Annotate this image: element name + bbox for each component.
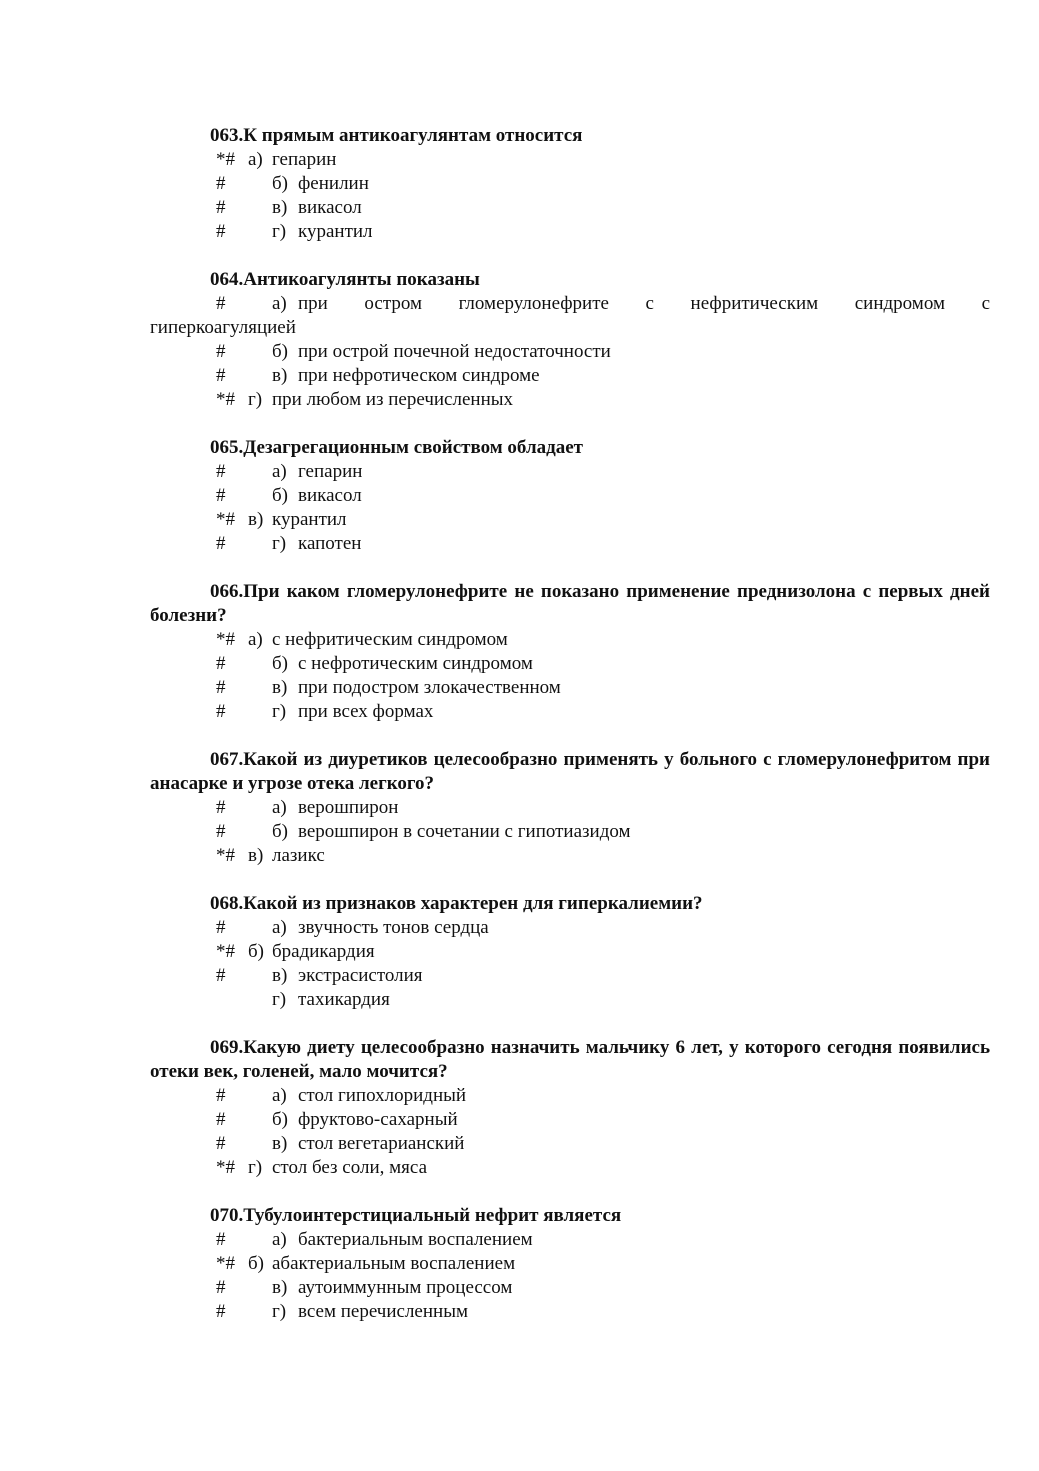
answer-option-correct xyxy=(150,844,990,868)
option-mark: *# xyxy=(216,941,235,962)
answer-option-correct xyxy=(150,628,990,652)
option-mark: # xyxy=(216,197,226,218)
question-block xyxy=(150,1036,990,1180)
option-mark: *# xyxy=(216,629,235,650)
option-text: экстрасистолия xyxy=(298,965,423,986)
option-mark: *# xyxy=(216,845,235,866)
option-mark: # xyxy=(216,293,226,314)
option-letter: а) xyxy=(272,797,287,818)
option-text: фруктово-сахарный xyxy=(298,1109,458,1130)
option-mark: # xyxy=(216,653,226,674)
question-block xyxy=(150,748,990,868)
option-letter: б) xyxy=(272,341,288,362)
option-letter: г) xyxy=(272,1301,287,1322)
option-mark: # xyxy=(216,1109,226,1130)
option-letter: г) xyxy=(272,701,287,722)
option-letter: а) xyxy=(272,917,287,938)
option-letter: а) xyxy=(272,1229,287,1250)
option-letter: б) xyxy=(272,173,288,194)
question-block xyxy=(150,580,990,724)
answer-option xyxy=(150,484,990,508)
answer-option xyxy=(150,292,990,340)
answer-option-correct xyxy=(150,508,990,532)
option-text: звучность тонов сердца xyxy=(298,917,489,938)
option-text-continuation: гиперкоагуляцией xyxy=(150,317,296,338)
answer-option xyxy=(150,1132,990,1156)
answer-option xyxy=(150,1084,990,1108)
answer-option xyxy=(150,676,990,700)
answer-option-correct xyxy=(150,388,990,412)
option-text: стол гипохлоридный xyxy=(298,1085,467,1106)
question-title: 068.Какой из признаков характерен для гиперкалиемии? xyxy=(210,893,703,914)
option-mark: *# xyxy=(216,389,235,410)
answer-option xyxy=(150,1300,990,1324)
option-letter: в) xyxy=(272,1277,288,1298)
option-text: брадикардия xyxy=(272,941,375,962)
answer-option xyxy=(150,1276,990,1300)
question-title: 064.Антикоагулянты показаны xyxy=(210,269,480,290)
option-mark: # xyxy=(216,461,226,482)
option-letter: б) xyxy=(272,821,288,842)
option-mark: # xyxy=(216,221,226,242)
option-text: викасол xyxy=(298,197,362,218)
question-block xyxy=(150,124,990,244)
option-text: стол без соли, мяса xyxy=(272,1157,427,1178)
answer-option xyxy=(150,460,990,484)
answer-option xyxy=(150,364,990,388)
option-mark: *# xyxy=(216,149,235,170)
option-letter: б) xyxy=(272,485,288,506)
option-mark: # xyxy=(216,173,226,194)
answer-option xyxy=(150,988,990,1012)
option-text: при подостром злокачественном xyxy=(298,677,561,698)
option-letter: в) xyxy=(272,1133,288,1154)
answer-option xyxy=(150,532,990,556)
option-text: курантил xyxy=(298,221,373,242)
option-mark: # xyxy=(216,917,226,938)
answer-option xyxy=(150,220,990,244)
option-text: при любом из перечисленных xyxy=(272,389,513,410)
question-block xyxy=(150,436,990,556)
question-title: 069.Какую диету целесообразно назначить мальчику 6 лет, у которого сегодня появились отеки век, голеней, мало мочится? xyxy=(150,1037,990,1082)
option-text: абактериальным воспалением xyxy=(272,1253,516,1274)
answer-option xyxy=(150,964,990,988)
option-text: капотен xyxy=(298,533,362,554)
question-title: 065.Дезагрегационным свойством обладает xyxy=(210,437,583,458)
option-text: при острой почечной недостаточности xyxy=(298,341,611,362)
answer-option xyxy=(150,1108,990,1132)
question-block xyxy=(150,268,990,412)
option-letter: г) xyxy=(272,221,287,242)
option-mark: # xyxy=(216,365,226,386)
option-text: при нефротическом синдроме xyxy=(298,365,540,386)
option-text: с нефротическим синдромом xyxy=(298,653,533,674)
option-letter: г) xyxy=(272,533,287,554)
option-text: при всех формах xyxy=(298,701,434,722)
option-mark: # xyxy=(216,701,226,722)
option-letter: в) xyxy=(248,845,264,866)
option-letter: б) xyxy=(272,653,288,674)
option-text: фенилин xyxy=(298,173,369,194)
option-text: гепарин xyxy=(272,149,337,170)
answer-option xyxy=(150,796,990,820)
question-title: 066.При каком гломерулонефрите не показано применение преднизолона с первых дней болезни? xyxy=(150,581,990,626)
option-letter: в) xyxy=(272,677,288,698)
option-mark: # xyxy=(216,1277,226,1298)
option-text: бактериальным воспалением xyxy=(298,1229,533,1250)
answer-option-correct xyxy=(150,1156,990,1180)
answer-option xyxy=(150,820,990,844)
answer-option-correct xyxy=(150,1252,990,1276)
answer-option xyxy=(150,916,990,940)
option-mark: # xyxy=(216,965,226,986)
answer-option xyxy=(150,652,990,676)
option-mark: # xyxy=(216,341,226,362)
option-mark: *# xyxy=(216,1157,235,1178)
question-block xyxy=(150,1204,990,1324)
question-block xyxy=(150,892,990,1012)
option-letter: а) xyxy=(272,1085,287,1106)
option-letter: а) xyxy=(248,629,263,650)
option-letter: г) xyxy=(248,389,263,410)
option-letter: в) xyxy=(272,197,288,218)
question-title: 067.Какой из диуретиков целесообразно применять у больного с гломерулонефритом при анасарке и угрозе отека легкого? xyxy=(150,749,990,794)
option-mark: # xyxy=(216,485,226,506)
question-title: 063.К прямым антикоагулянтам относится xyxy=(210,125,583,146)
answer-option xyxy=(150,196,990,220)
answer-option-correct xyxy=(150,940,990,964)
option-mark: # xyxy=(216,1301,226,1322)
answer-option xyxy=(150,340,990,364)
option-letter: а) xyxy=(272,293,287,314)
option-text: гепарин xyxy=(298,461,363,482)
option-mark: # xyxy=(216,1229,226,1250)
option-mark: # xyxy=(216,533,226,554)
option-text: с нефритическим синдромом xyxy=(272,629,508,650)
option-text: аутоиммунным процессом xyxy=(298,1277,513,1298)
option-text: верошпирон в сочетании с гипотиазидом xyxy=(298,821,631,842)
option-text: верошпирон xyxy=(298,797,399,818)
option-mark: # xyxy=(216,1133,226,1154)
option-letter: в) xyxy=(272,965,288,986)
option-text: лазикс xyxy=(272,845,325,866)
option-letter: б) xyxy=(248,941,264,962)
option-text: тахикардия xyxy=(298,989,390,1010)
option-letter: б) xyxy=(248,1253,264,1274)
option-letter: г) xyxy=(248,1157,263,1178)
option-text: курантил xyxy=(272,509,347,530)
option-letter: в) xyxy=(248,509,264,530)
option-letter: а) xyxy=(272,461,287,482)
option-letter: в) xyxy=(272,365,288,386)
question-title: 070.Тубулоинтерстициальный нефрит является xyxy=(210,1205,622,1226)
option-mark: # xyxy=(216,797,226,818)
option-letter: б) xyxy=(272,1109,288,1130)
answer-option xyxy=(150,700,990,724)
option-text: всем перечисленным xyxy=(298,1301,468,1322)
option-mark: # xyxy=(216,677,226,698)
option-text: викасол xyxy=(298,485,362,506)
option-text: при остром гломерулонефрите с нефритическим синдромом с xyxy=(298,293,990,314)
test-page xyxy=(150,124,990,1348)
option-mark: # xyxy=(216,821,226,842)
option-mark: *# xyxy=(216,509,235,530)
option-mark: *# xyxy=(216,1253,235,1274)
answer-option xyxy=(150,172,990,196)
option-letter: г) xyxy=(272,989,287,1010)
option-text: стол вегетарианский xyxy=(298,1133,465,1154)
option-mark: # xyxy=(216,1085,226,1106)
answer-option-correct xyxy=(150,148,990,172)
answer-option xyxy=(150,1228,990,1252)
option-letter: а) xyxy=(248,149,263,170)
